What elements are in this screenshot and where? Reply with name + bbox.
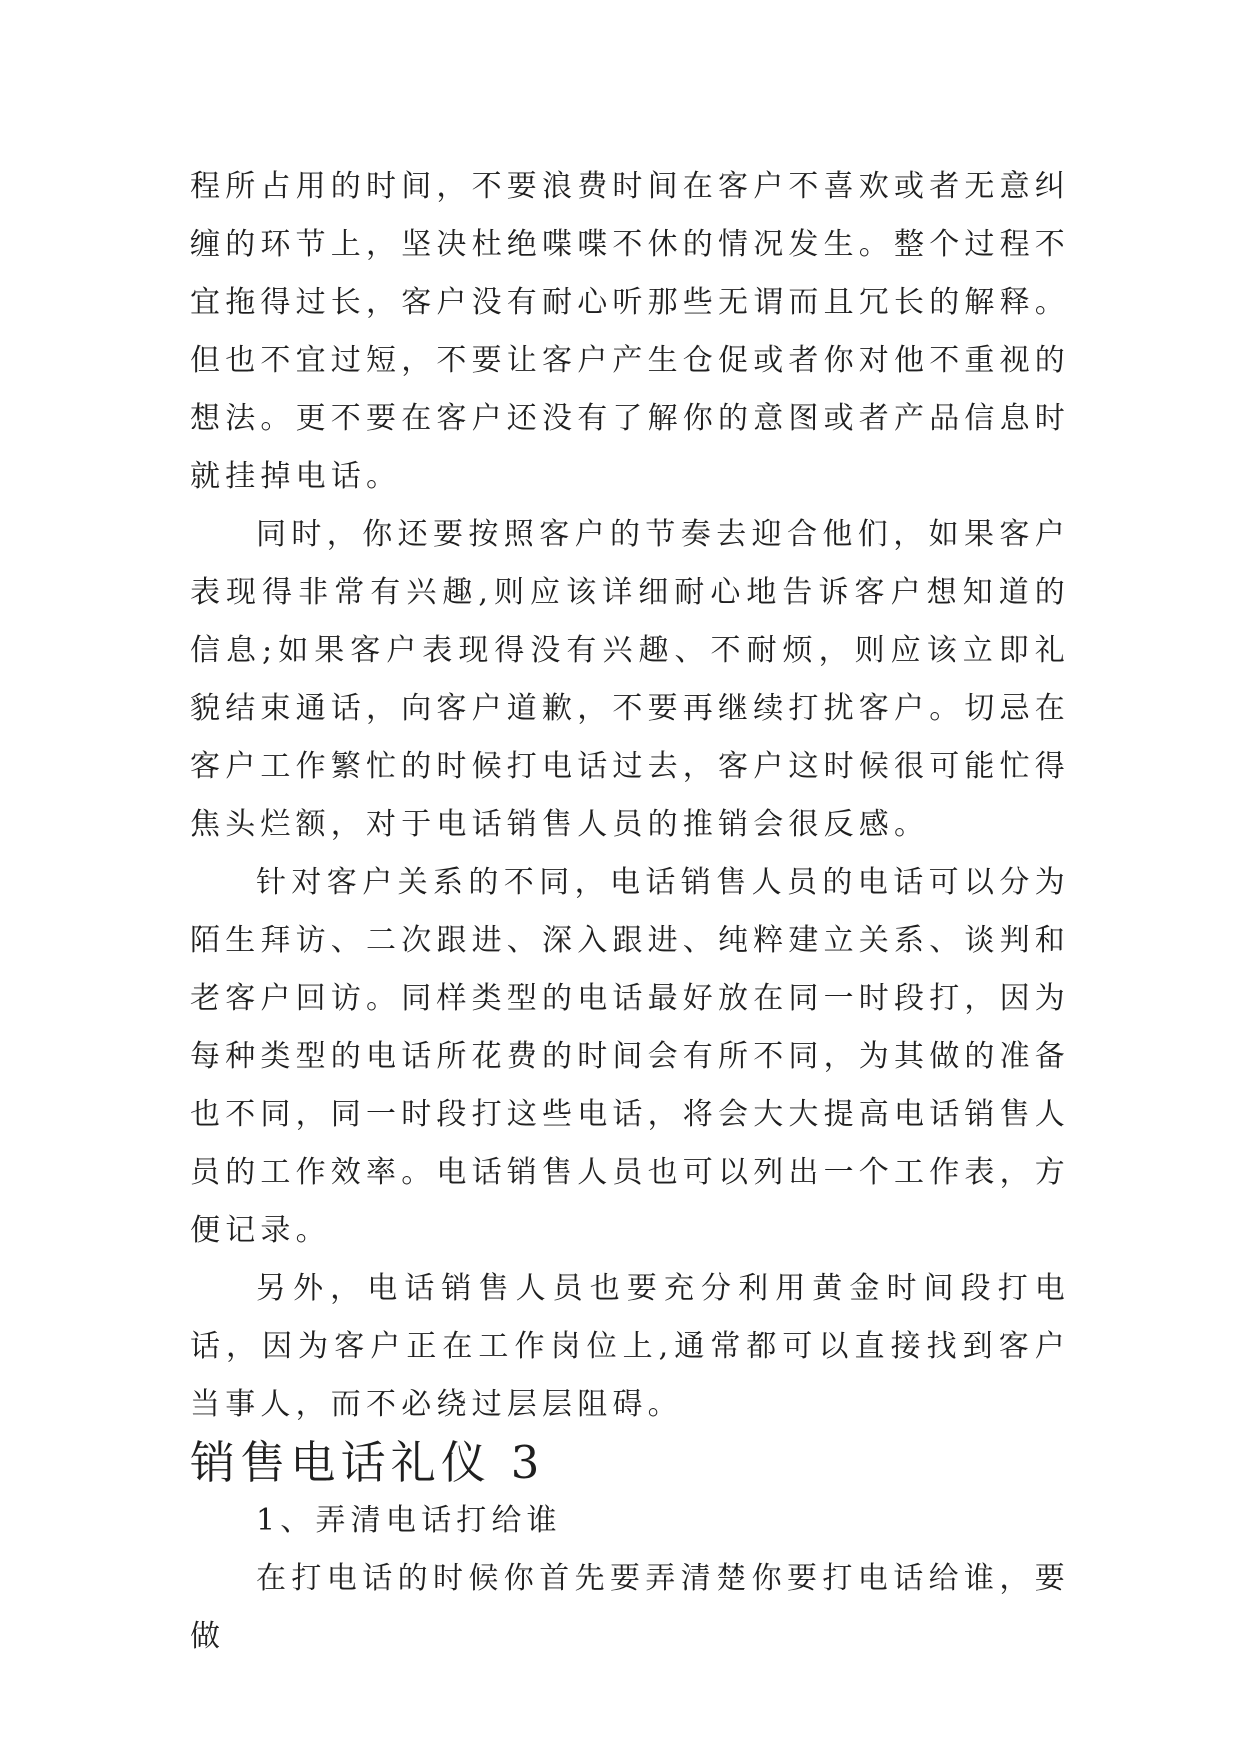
paragraph-rhythm: 同时，你还要按照客户的节奏去迎合他们，如果客户表现得非常有兴趣,则应该详细耐心地告诉客户想知道的信息;如果客户表现得没有兴趣、不耐烦，则应该立即礼貌结束通话，向客户道歉，不要再继续打扰客户。切忌在客户工作繁忙的时候打电话过去，客户这时候很可能忙得焦头烂额，对于电话销售人员的推销会很反感。: [190, 517, 1070, 842]
document-body: [190, 158, 1070, 1666]
section-subheading: 1、弄清电话打给谁: [256, 1503, 562, 1538]
section-heading: 销售电话礼仪 3: [190, 1436, 545, 1489]
paragraph-call-types: 针对客户关系的不同，电话销售人员的电话可以分为陌生拜访、二次跟进、深入跟进、纯粹建立关系、谈判和老客户回访。同样类型的电话最好放在同一时段打，因为每种类型的电话所花费的时间会有所不同，为其做的准备也不同，同一时段打这些电话，将会大大提高电话销售人员的工作效率。电话销售人员也可以列出一个工作表，方便记录。: [190, 865, 1070, 1248]
paragraph-golden-time: 另外，电话销售人员也要充分利用黄金时间段打电话，因为客户正在工作岗位上,通常都可以直接找到客户当事人，而不必绕过层层阻碍。: [190, 1271, 1070, 1422]
paragraph-who-to-call: 在打电话的时候你首先要弄清楚你要打电话给谁，要做: [190, 1561, 1070, 1654]
paragraph-continuation: 程所占用的时间，不要浪费时间在客户不喜欢或者无意纠缠的环节上，坚决杜绝喋喋不休的情况发生。整个过程不宜拖得过长，客户没有耐心听那些无谓而且冗长的解释。但也不宜过短，不要让客户产生仓促或者你对他不重视的想法。更不要在客户还没有了解你的意图或者产品信息时就挂掉电话。: [190, 169, 1070, 494]
